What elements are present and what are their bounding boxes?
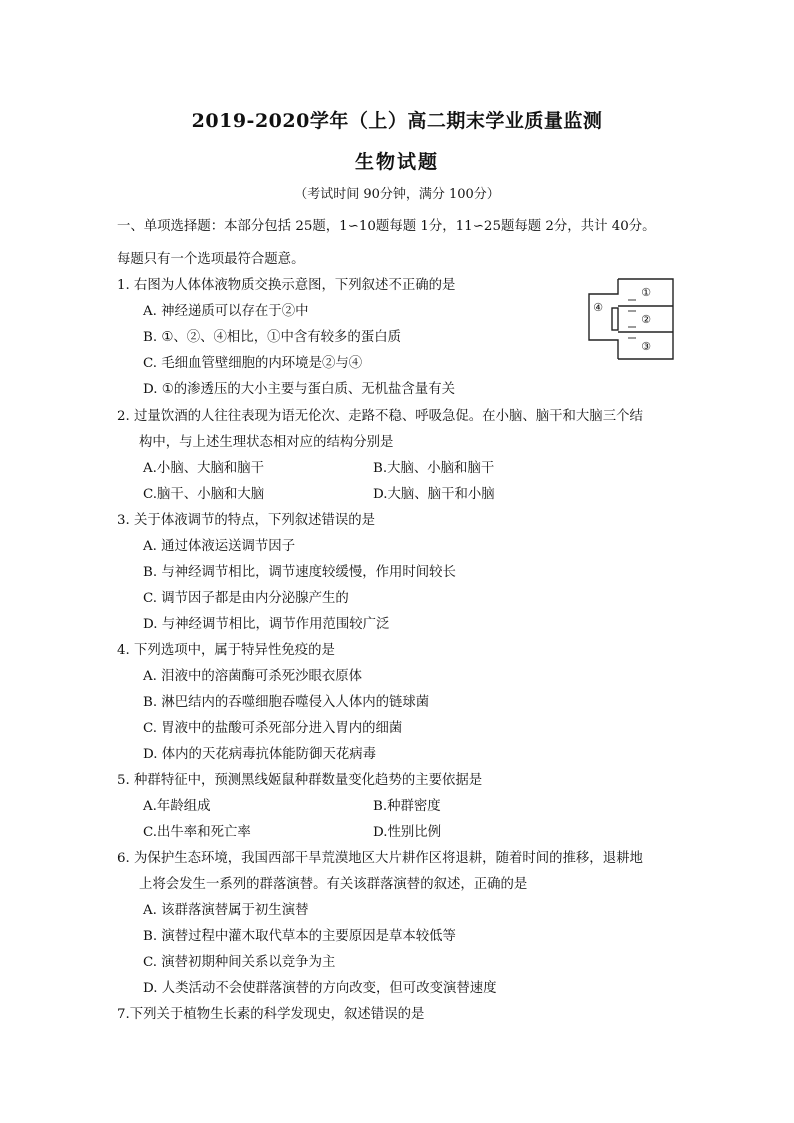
diagram-label-1: ① xyxy=(641,286,651,299)
question-6-option-a: A. 该群落演替属于初生演替 xyxy=(143,903,309,918)
question-2-stem: 2. 过量饮酒的人往往表现为语无伦次、走路不稳、呼吸急促。在小脑、脑干和大脑三个结 xyxy=(117,409,643,424)
question-2-option-a: A.小脑、大脑和脑干 xyxy=(143,461,265,476)
question-6-option-b: B. 演替过程中灌木取代草本的主要原因是草本较低等 xyxy=(143,929,456,944)
question-5-option-a: A.年龄组成 xyxy=(143,799,211,814)
diagram-label-4: ④ xyxy=(593,301,603,314)
question-2-stem-cont: 构中，与上述生理状态相对应的结构分别是 xyxy=(139,435,394,450)
body-fluid-exchange-diagram xyxy=(588,278,674,360)
question-2-option-c: C.脑干、小脑和大脑 xyxy=(143,487,265,502)
question-2-option-d: D.大脑、脑干和小脑 xyxy=(373,487,495,502)
question-1-option-c: C. 毛细血管壁细胞的内环境是②与④ xyxy=(143,356,363,371)
question-2-option-b: B.大脑、小脑和脑干 xyxy=(373,461,495,476)
subject-title: 生物试题 xyxy=(354,151,439,173)
question-3-option-a: A. 通过体液运送调节因子 xyxy=(143,539,296,554)
exam-note: （考试时间 90分钟，满分 100分） xyxy=(294,187,500,202)
question-3-option-b: B. 与神经调节相比，调节速度较缓慢，作用时间较长 xyxy=(143,565,456,580)
question-7-stem: 7.下列关于植物生长素的科学发现史，叙述错误的是 xyxy=(117,1007,425,1022)
question-5-option-d: D.性别比例 xyxy=(373,825,442,840)
question-5-option-c: C.出牛率和死亡率 xyxy=(143,825,251,840)
question-1-option-b: B. ①、②、④相比，①中含有较多的蛋白质 xyxy=(143,330,401,345)
question-3-stem: 3. 关于体液调节的特点，下列叙述错误的是 xyxy=(117,513,376,528)
diagram-label-2: ② xyxy=(641,313,651,326)
page-title: 2019-2020学年（上）高二期末学业质量监测 xyxy=(191,110,603,132)
question-6-stem-cont: 上将会发生一系列的群落演替。有关该群落演替的叙述，正确的是 xyxy=(139,877,528,892)
question-4-option-c: C. 胃液中的盐酸可杀死部分进入胃内的细菌 xyxy=(143,721,403,736)
question-6-stem: 6. 为保护生态环境，我国西部干旱荒漠地区大片耕作区将退耕，随着时间的推移，退耕地 xyxy=(117,851,643,866)
question-4-option-b: B. 淋巴结内的吞噬细胞吞噬侵入人体内的链球菌 xyxy=(143,695,430,710)
question-3-option-d: D. 与神经调节相比，调节作用范围较广泛 xyxy=(143,617,390,632)
question-5-option-b: B.种群密度 xyxy=(373,799,441,814)
question-1-stem: 1. 右图为人体体液物质交换示意图，下列叙述不正确的是 xyxy=(117,278,456,293)
question-4-stem: 4. 下列选项中，属于特异性免疫的是 xyxy=(117,643,335,658)
diagram-label-3: ③ xyxy=(641,340,651,353)
question-6-option-c: C. 演替初期种间关系以竞争为主 xyxy=(143,955,336,970)
section-heading-cont: 每题只有一个选项最符合题意。 xyxy=(117,252,305,267)
question-5-stem: 5. 种群特征中，预测黑线姬鼠种群数量变化趋势的主要依据是 xyxy=(117,773,483,788)
question-1-option-d: D. ①的渗透压的大小主要与蛋白质、无机盐含量有关 xyxy=(143,382,455,397)
section-heading: 一、单项选择题：本部分包括 25题，1∽10题每题 1分，11∽25题每题 2分，共计 40分。 xyxy=(117,219,656,234)
question-6-option-d: D. 人类活动不会使群落演替的方向改变，但可改变演替速度 xyxy=(143,981,497,996)
question-4-option-d: D. 体内的天花病毒抗体能防御天花病毒 xyxy=(143,747,377,762)
question-1-option-a: A. 神经递质可以存在于②中 xyxy=(143,304,309,319)
question-4-option-a: A. 泪液中的溶菌酶可杀死沙眼衣原体 xyxy=(143,669,363,684)
question-3-option-c: C. 调节因子都是由内分泌腺产生的 xyxy=(143,591,349,606)
